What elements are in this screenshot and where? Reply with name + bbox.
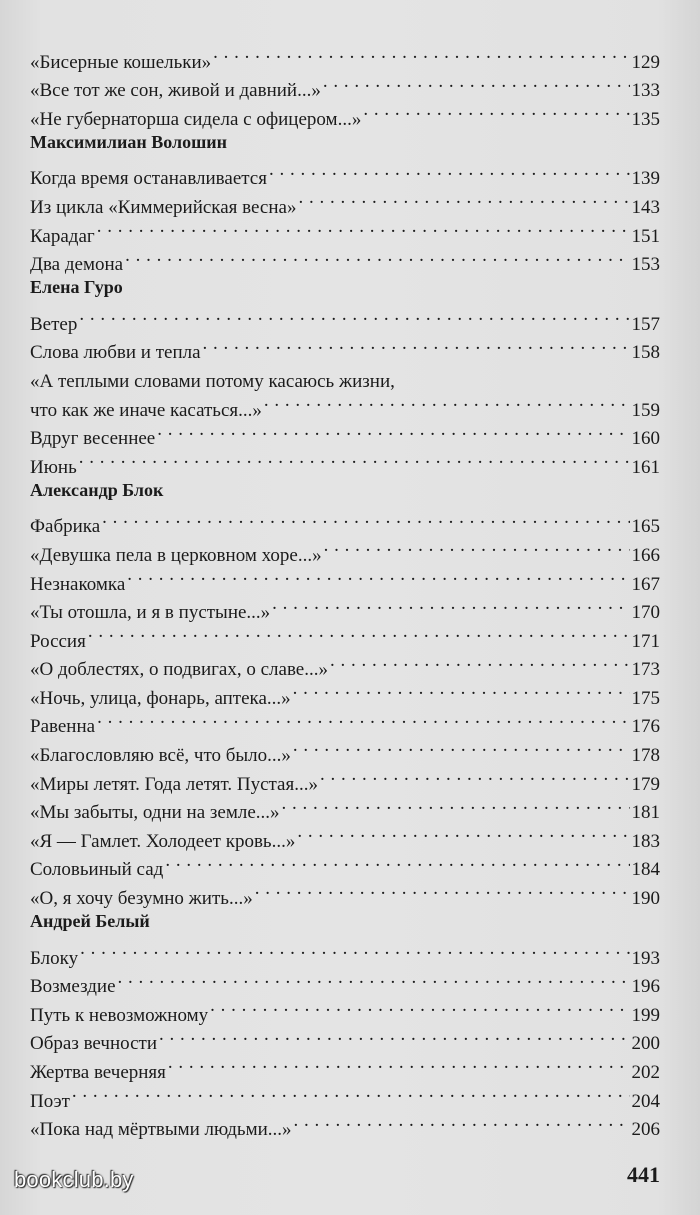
entry-title: «Я — Гамлет. Холодеет кровь...» bbox=[30, 830, 296, 852]
dot-leader bbox=[97, 213, 630, 242]
toc-entry bbox=[30, 1078, 660, 1112]
dot-leader bbox=[127, 561, 629, 590]
entry-page-number: 178 bbox=[631, 745, 660, 767]
entry-title: Из цикла «Киммерийская весна» bbox=[30, 196, 297, 218]
entry-title: Карадаг bbox=[30, 225, 95, 247]
toc-entry bbox=[30, 704, 660, 738]
entry-title: Когда время останавливается bbox=[30, 168, 267, 190]
dot-leader bbox=[397, 358, 658, 387]
entry-page-number: 173 bbox=[631, 659, 660, 681]
dot-leader bbox=[255, 875, 630, 904]
dot-leader bbox=[293, 675, 630, 704]
entry-page-number: 179 bbox=[631, 773, 660, 795]
entry-page-number: 135 bbox=[631, 108, 660, 130]
entry-title: «Благословляю всё, что было...» bbox=[30, 745, 291, 767]
dot-leader bbox=[97, 704, 629, 733]
dot-leader bbox=[72, 1078, 630, 1107]
entry-page-number: 153 bbox=[631, 254, 660, 276]
dot-leader bbox=[168, 1049, 630, 1078]
entry-title: Возмездие bbox=[30, 976, 116, 998]
entry-title: «Миры летят. Года летят. Пустая...» bbox=[30, 773, 318, 795]
entry-title: Фабрика bbox=[30, 516, 101, 538]
entry-page-number: 202 bbox=[631, 1062, 660, 1083]
entry-page-number: 143 bbox=[631, 196, 660, 218]
dot-leader bbox=[293, 732, 630, 761]
entry-page-number: 161 bbox=[631, 456, 660, 478]
entry-page-number: 159 bbox=[631, 399, 660, 421]
dot-leader bbox=[80, 935, 629, 964]
dot-leader bbox=[297, 818, 629, 847]
entry-page-number: 190 bbox=[631, 888, 660, 910]
entry-title: «Все тот же сон, живой и давний...» bbox=[30, 80, 321, 102]
toc-entry bbox=[30, 213, 660, 247]
table-of-contents bbox=[30, 39, 660, 1141]
entry-page-number: 133 bbox=[631, 80, 660, 102]
dot-leader bbox=[213, 39, 629, 68]
entry-page-number: 196 bbox=[631, 976, 660, 998]
entry-title: Россия bbox=[30, 630, 86, 652]
toc-entry bbox=[30, 992, 660, 1026]
entry-page-number: 176 bbox=[631, 716, 660, 738]
entry-page-number: 171 bbox=[631, 630, 660, 652]
dot-leader bbox=[79, 444, 630, 473]
toc-entry bbox=[30, 242, 660, 276]
toc-entry bbox=[30, 504, 660, 538]
dot-leader bbox=[79, 301, 629, 330]
entry-page-number: 129 bbox=[631, 51, 660, 73]
entry-page-number: 157 bbox=[631, 313, 660, 335]
dot-leader bbox=[320, 761, 630, 790]
dot-leader bbox=[165, 847, 629, 876]
entry-page-number: 139 bbox=[631, 168, 660, 190]
entry-title: Слова любви и тепла bbox=[30, 342, 201, 364]
dot-leader bbox=[282, 790, 630, 819]
toc-entry bbox=[30, 532, 660, 566]
entry-title: Поэт bbox=[30, 1090, 70, 1112]
entry-page-number: 206 bbox=[631, 1119, 660, 1141]
entry-title: Равенна bbox=[30, 716, 96, 738]
entry-title: «Ночь, улица, фонарь, аптека...» bbox=[30, 687, 291, 709]
entry-page-number: 158 bbox=[631, 342, 660, 364]
toc-entry bbox=[30, 935, 660, 969]
entry-page-number: 151 bbox=[631, 225, 660, 247]
entry-page-number: 170 bbox=[631, 602, 660, 624]
dot-leader bbox=[294, 1107, 630, 1136]
entry-title: «О, я хочу безумно жить...» bbox=[30, 888, 253, 910]
toc-entry bbox=[30, 330, 660, 364]
entry-title: «Девушка пела в церковном хоре...» bbox=[30, 544, 322, 566]
entry-title: «О доблестях, о подвигах, о славе...» bbox=[30, 659, 328, 681]
page-number: 441 bbox=[627, 1162, 660, 1187]
entry-page-number: 200 bbox=[631, 1033, 660, 1055]
entry-title: «Не губернаторша сидела с офицером...» bbox=[30, 108, 362, 130]
dot-leader bbox=[118, 964, 630, 993]
toc-entry bbox=[30, 156, 660, 190]
entry-title: Блоку bbox=[30, 947, 79, 969]
author-heading: Елена Гуро bbox=[30, 277, 123, 298]
dot-leader bbox=[88, 618, 630, 647]
entry-page-number: 167 bbox=[631, 573, 660, 595]
entry-page-number: 184 bbox=[631, 859, 660, 881]
dot-leader bbox=[324, 532, 630, 561]
entry-page-number: 193 bbox=[631, 947, 660, 969]
entry-title: Жертва вечерняя bbox=[30, 1062, 166, 1083]
author-heading: Александр Блок bbox=[30, 479, 164, 500]
dot-leader bbox=[330, 647, 630, 676]
toc-entry bbox=[30, 444, 660, 478]
entry-title: что как же иначе касаться...» bbox=[30, 399, 262, 421]
entry-page-number: 181 bbox=[631, 802, 660, 824]
toc-entry bbox=[30, 732, 660, 767]
dot-leader bbox=[363, 96, 629, 125]
dot-leader bbox=[125, 242, 629, 271]
author-heading: Максимилиан Волошин bbox=[30, 131, 228, 152]
dot-leader bbox=[203, 330, 630, 359]
entry-title: Образ вечности bbox=[30, 1033, 157, 1055]
entry-title: Ветер bbox=[30, 313, 78, 335]
entry-page-number: 199 bbox=[631, 1004, 660, 1026]
dot-leader bbox=[264, 387, 630, 416]
toc-entry bbox=[30, 1107, 660, 1141]
dot-leader bbox=[159, 1021, 630, 1050]
toc-entry bbox=[30, 618, 660, 652]
entry-title: Путь к невозможному bbox=[30, 1004, 209, 1026]
entry-page-number: 166 bbox=[631, 544, 660, 566]
entry-title: «Пока над мёртвыми людьми...» bbox=[30, 1119, 292, 1141]
entry-page-number: 165 bbox=[631, 516, 660, 538]
entry-title: Июнь bbox=[30, 456, 77, 478]
entry-page-number: 175 bbox=[631, 687, 660, 709]
author-heading: Андрей Белый bbox=[30, 911, 150, 932]
entry-title: Два демона bbox=[30, 254, 124, 276]
entry-title: «А теплыми словами потому касаюсь жизни, bbox=[30, 370, 395, 392]
entry-title: «Мы забыты, одни на земле...» bbox=[30, 802, 280, 824]
entry-title: Незнакомка bbox=[30, 573, 126, 595]
dot-leader bbox=[269, 156, 630, 185]
entry-page-number: 204 bbox=[631, 1090, 660, 1112]
toc-entry bbox=[30, 39, 660, 73]
entry-page-number: 183 bbox=[631, 830, 660, 852]
entry-title: «Бисерные кошельки» bbox=[30, 51, 212, 73]
watermark-logo: bookclub.by bbox=[14, 1167, 134, 1192]
toc-entry bbox=[30, 964, 660, 998]
dot-leader bbox=[323, 68, 630, 97]
entry-page-number: 160 bbox=[631, 428, 660, 450]
entry-title: Вдруг весеннее bbox=[30, 428, 156, 450]
entry-title: Соловьиный сад bbox=[30, 859, 164, 881]
dot-leader bbox=[157, 416, 629, 445]
toc-entry bbox=[30, 647, 660, 681]
entry-title: «Ты отошла, и я в пустыне...» bbox=[30, 602, 271, 624]
dot-leader bbox=[210, 992, 629, 1021]
dot-leader bbox=[102, 504, 629, 533]
toc-entry bbox=[30, 301, 660, 335]
dot-leader bbox=[272, 590, 629, 619]
dot-leader bbox=[298, 184, 629, 213]
